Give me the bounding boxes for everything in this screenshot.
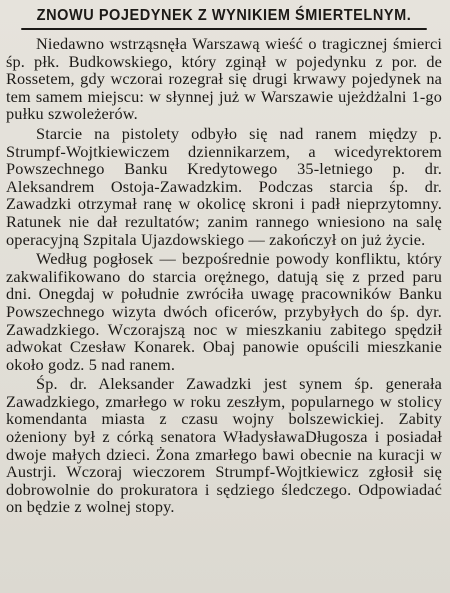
article-paragraph-4: Śp. dr. Aleksander Zawadzki jest synem śp. generała Zawadzkiego, zmarłego w roku zeszłym, popularnego w stolicy komendanta miasta z czasu wojny bolszewickiej. Zabity ożeniony był z córką senatora WładysławaDługosza i posiadał dwoje małych dzieci. Żona zmarłego bawi obecnie na kuracji w Austrji. Wczoraj wieczorem Strumpf-Wojtkiewicz zgłosił się dobrowolnie do prokuratora i sędziego śledczego. Odpowiadać on będzie z wolnej stopy. [6, 374, 442, 517]
article-headline: ZNOWU POJEDYNEK Z WYNIKIEM ŚMIERTELNYM. [21, 6, 426, 30]
article-body [6, 35, 442, 516]
article-paragraph-1: Niedawno wstrząsnęła Warszawą wieść o tragicznej śmierci śp. płk. Budkowskiego, który zginął w pojedynku z por. de Rossetem, gdy wczorai rozegrał się drugi krwawy pojedynek na tem samem miejscu: w słynnej już w Warszawie ujeżdżalni 1-go pułku szwoleżerów. [6, 34, 442, 124]
article-paragraph-2: Starcie na pistolety odbyło się nad ranem między p. Strumpf-Wojtkiewiczem dziennikarzem, a wicedyrektorem Powszechnego Banku Kredytowego 35-letniego p. dr. Aleksandrem Ostoja-Zawadzkim. Podczas starcia śp. dr. Zawadzki otrzymał ranę w okolicę skroni i padł nieprzytomny. Ratunek nie dał rezultatów; zanim rannego wniesiono na salę operacyjną Szpitala Ujazdowskiego — zakończył on już życie. [6, 123, 442, 249]
article-paragraph-3: Według pogłosek — bezpośrednie powody konfliktu, który zakwalifikowano do starcia orężnego, datują się z przed paru dni. Onegdaj w południe zwróciła uwagę pracowników Banku Powszechnego wizyta dwóch oficerów, przybyłych do śp. dyr. Zawadzkiego. Wczorajszą noc w mieszkaniu zabitego spędził adwokat Czesław Konarek. Obaj panowie opuścili mieszkanie około godz. 5 nad ranem. [6, 249, 442, 374]
